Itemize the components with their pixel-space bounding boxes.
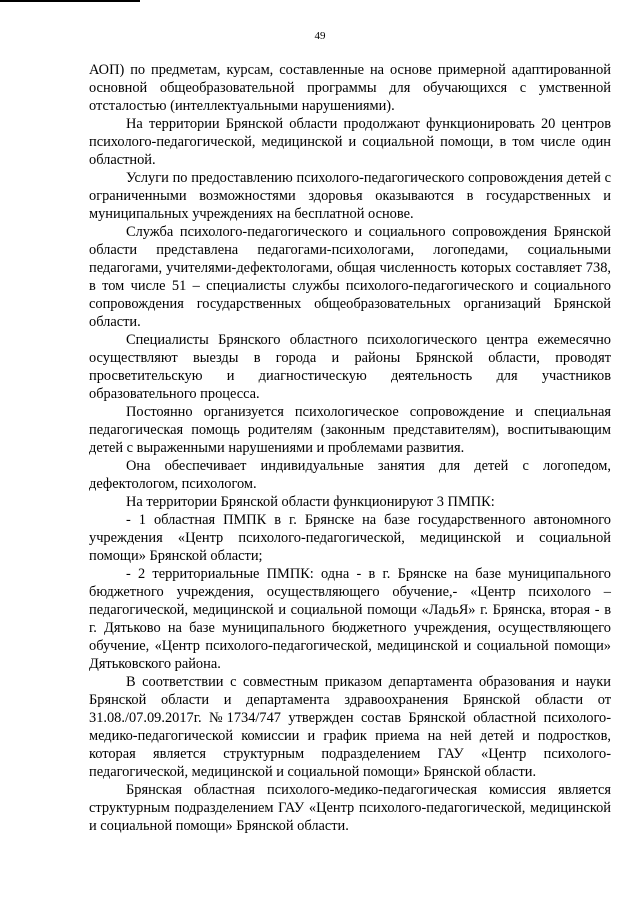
paragraph-centers: На территории Брянской области продолжают функционировать 20 центров психолого-педагогической, медицинской и социальной помощи, в том числе один областной. — [89, 116, 611, 168]
paragraph-territorial-pmpk: - 2 территориальные ПМПК: одна - в г. Брянске на базе муниципального бюджетного учреждения, осуществляющего обучение,- «Центр психолого – педагогической, медицинской и социальной помощи «ЛадьЯ» г. Брянска, вторая - в г. Дятьково на базе муниципального бюджетного учреждения, осуществляющего обучение, «Центр психолого-педагогической, медицинской и социальной помощи» Дятьковского района. — [89, 566, 611, 672]
document-body — [89, 61, 611, 835]
paragraph-regional-pmpk: - 1 областная ПМПК в г. Брянске на базе государственного автономного учреждения «Центр психолого-педагогической, медицинской и социальной помощи» Брянской области; — [89, 512, 611, 564]
paragraph-commission: Брянская областная психолого-медико-педагогическая комиссия является структурным подразделением ГАУ «Центр психолого-педагогической, медицинской и социальной помощи» Брянской области. — [89, 782, 611, 834]
top-rule — [0, 0, 140, 2]
paragraph-specialists: Специалисты Брянского областного психологического центра ежемесячно осуществляют выезды в города и районы Брянской области, проводят просветительскую и диагностическую деятельность для участников образовательного процесса. — [89, 332, 611, 402]
paragraph-psych-support: Постоянно организуется психологическое сопровождение и специальная педагогическая помощь родителям (законным представителям), воспитывающим детей с выраженными нарушениями и проблемами развития. — [89, 404, 611, 456]
paragraph-services: Услуги по предоставлению психолого-педагогического сопровождения детей с ограниченными возможностями здоровья оказываются в государственных и муниципальных учреждениях на бесплатной основе. — [89, 170, 611, 222]
paragraph-pmpk-count: На территории Брянской области функционируют 3 ПМПК: — [126, 494, 495, 510]
paragraph-order: В соответствии с совместным приказом департамента образования и науки Брянской области и департамента здравоохранения Брянской области от 31.08./07.09.2017г. №1734/747 утвержден состав Брянской областной психолого-медико-педагогической комиссии и график приема на ней детей и подростков, которая является структурным подразделением ГАУ «Центр психолого-педагогической, медицинской и социальной помощи» Брянской области. — [89, 674, 611, 780]
paragraph-support-service: Служба психолого-педагогического и социального сопровождения Брянской области представлена педагогами-психологами, логопедами, социальными педагогами, учителями-дефектологами, общая численность которых составляет 738, в том числе 51 – специалисты службы психолого-педагогического и социального сопровождения государственных общеобразовательных организаций Брянской области. — [89, 224, 611, 330]
page-number: 49 — [314, 30, 326, 42]
paragraph-aop: АОП) по предметам, курсам, составленные на основе примерной адаптированной основной общеобразовательной программы для обучающихся с умственной отсталостью (интеллектуальными нарушениями). — [89, 62, 611, 114]
paragraph-individual-lessons: Она обеспечивает индивидуальные занятия для детей с логопедом, дефектологом, психологом. — [89, 458, 611, 492]
